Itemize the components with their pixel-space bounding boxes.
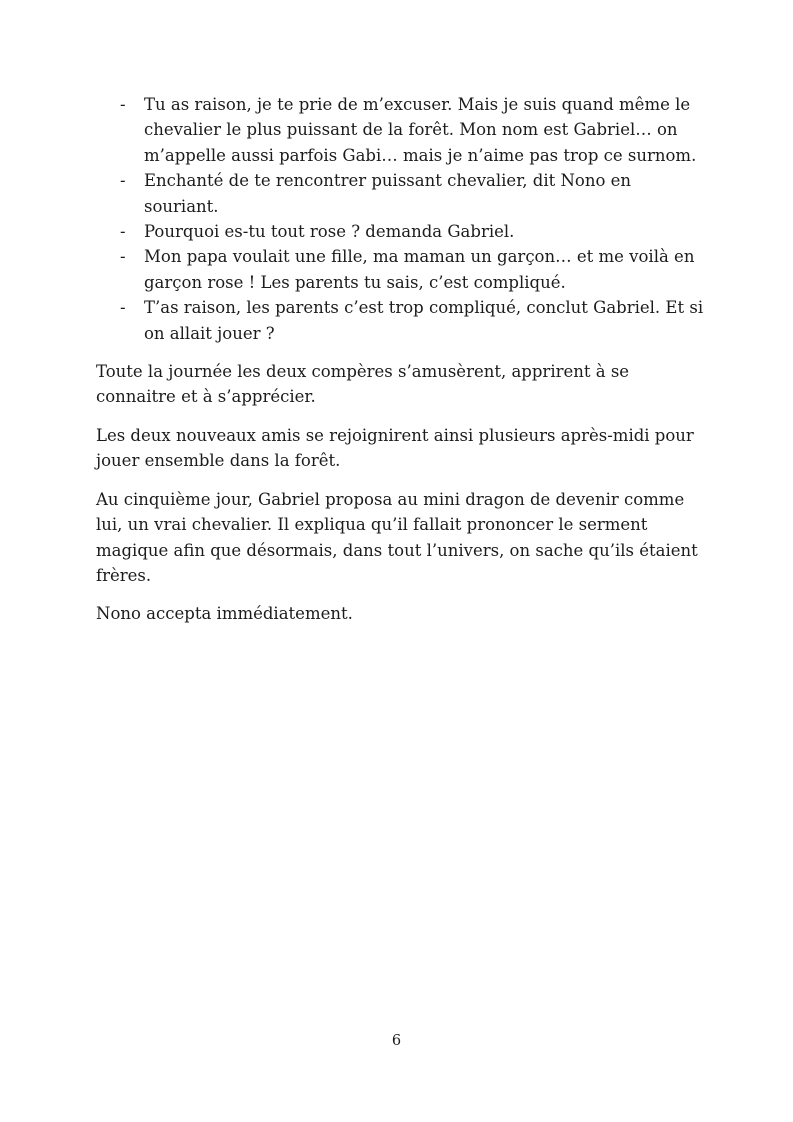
list-item bbox=[120, 295, 706, 346]
dialogue-list bbox=[96, 92, 706, 346]
dialogue-line: Pourquoi es-tu tout rose ? demanda Gabriel. bbox=[144, 222, 515, 242]
page-body-text bbox=[96, 92, 706, 640]
dialogue-line: Tu as raison, je te prie de m’excuser. Mais je suis quand même le chevalier le plus puissant de la forêt. Mon nom est Gabriel… on m’appelle aussi parfois Gabi… mais je n’aime pas trop ce surnom. bbox=[144, 95, 697, 165]
list-dash-marker: - bbox=[120, 298, 126, 318]
dialogue-line: T’as raison, les parents c’est trop compliqué, conclut Gabriel. Et si on allait jouer ? bbox=[144, 298, 704, 343]
list-item bbox=[120, 244, 706, 295]
list-dash-marker: - bbox=[120, 171, 126, 191]
list-dash-marker: - bbox=[120, 222, 126, 242]
story-paragraph: Au cinquième jour, Gabriel proposa au mini dragon de devenir comme lui, un vrai chevalier. Il expliqua qu’il fallait prononcer le serment magique afin que désormais, dans tout l’univers, on sache qu’ils étaient frères. bbox=[96, 489, 698, 585]
story-paragraph: Toute la journée les deux compères s’amusèrent, apprirent à se connaitre et à s’apprécier. bbox=[96, 362, 630, 407]
story-paragraph: Nono accepta immédiatement. bbox=[96, 604, 353, 624]
list-item bbox=[120, 219, 706, 244]
list-item bbox=[120, 92, 706, 168]
story-paragraph: Les deux nouveaux amis se rejoignirent ainsi plusieurs après-midi pour jouer ensemble dans la forêt. bbox=[96, 425, 694, 471]
list-dash-marker: - bbox=[120, 95, 126, 114]
dialogue-line: Mon papa voulait une fille, ma maman un garçon… et me voilà en garçon rose ! Les parents tu sais, c’est compliqué. bbox=[144, 247, 695, 292]
list-item bbox=[120, 168, 706, 219]
page-number: 6 bbox=[391, 1033, 402, 1049]
dialogue-line: Enchanté de te rencontrer puissant chevalier, dit Nono en souriant. bbox=[144, 171, 632, 216]
list-dash-marker: - bbox=[120, 247, 126, 267]
